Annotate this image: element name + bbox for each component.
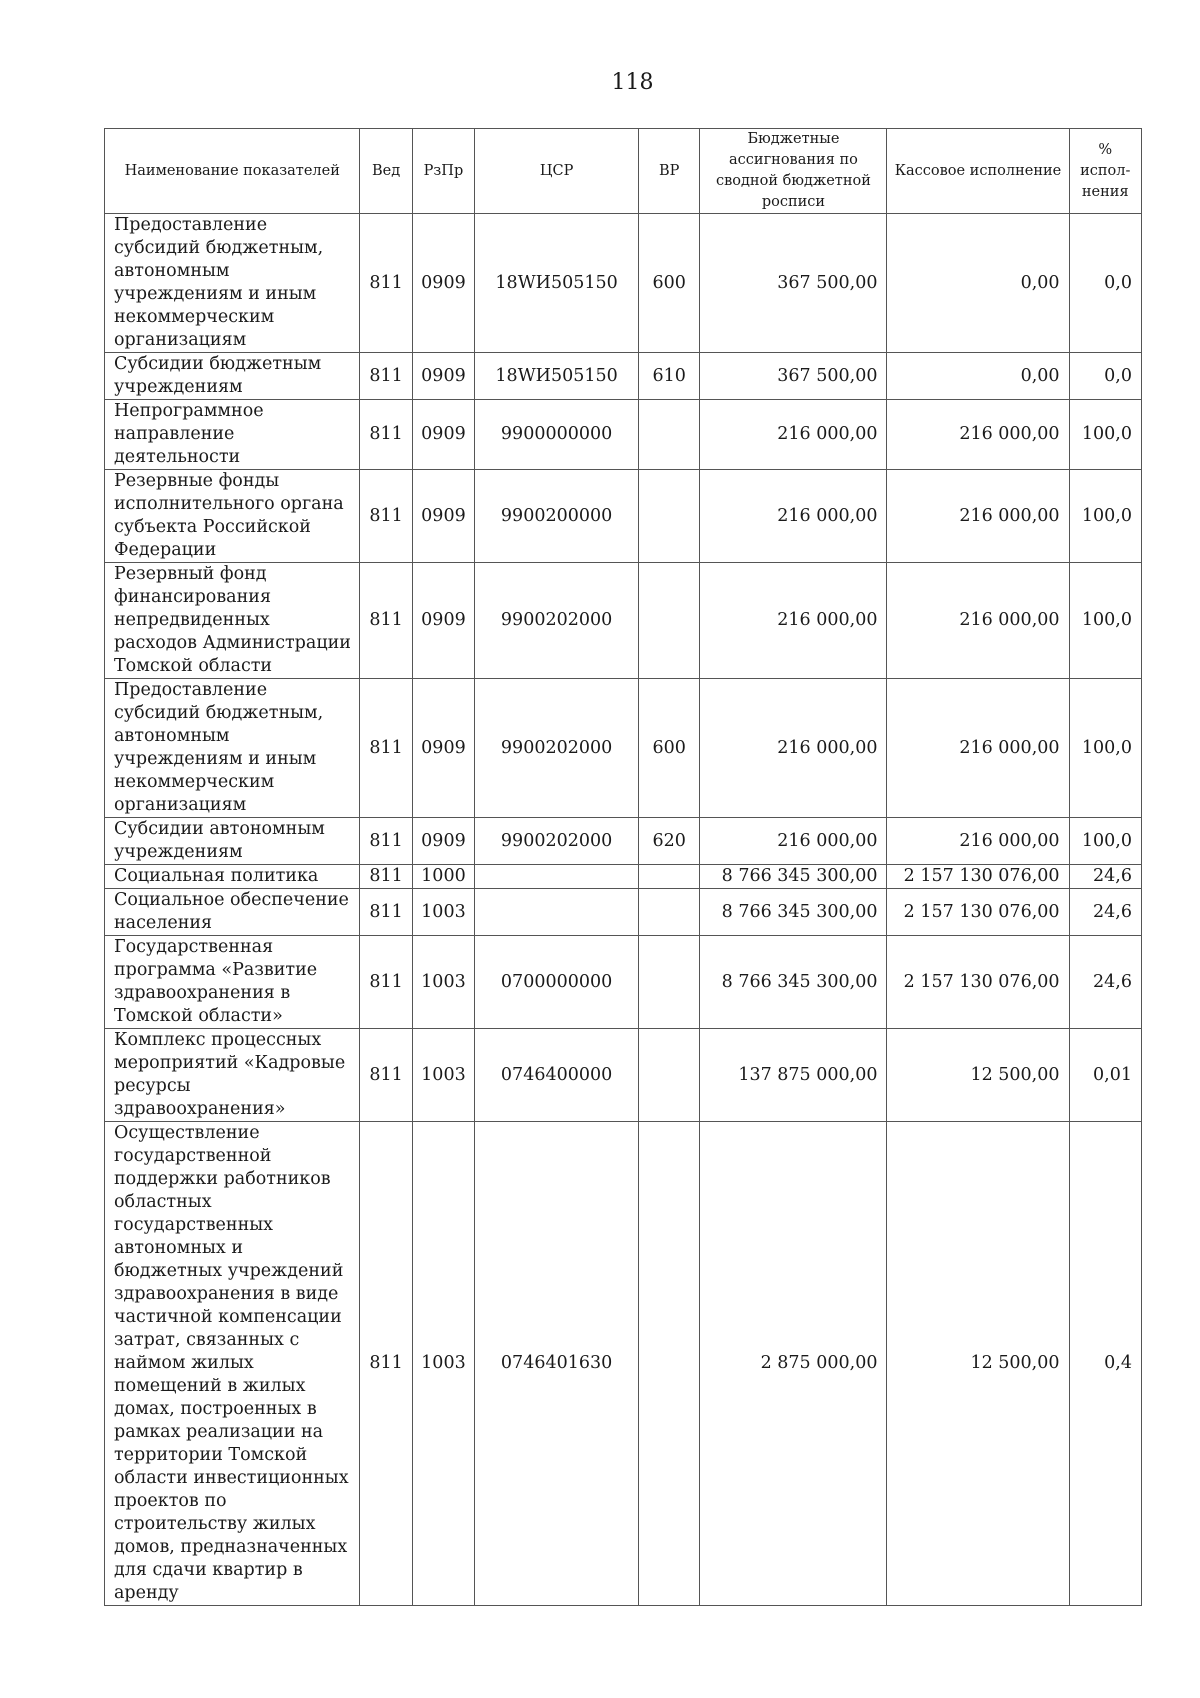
row-rzpr: 1003	[412, 889, 474, 936]
row-csr: 9900202000	[475, 818, 639, 865]
budget-table	[104, 128, 1142, 1606]
header-vr: ВР	[639, 129, 700, 214]
row-budget: 216 000,00	[700, 679, 887, 818]
row-cash: 2 157 130 076,00	[887, 865, 1069, 889]
header-ved: Вед	[360, 129, 412, 214]
row-ved: 811	[360, 889, 412, 936]
row-cash: 216 000,00	[887, 818, 1069, 865]
row-name: Осуществление государственной поддержки работников областных государственных автономных и бюджетных учреждений здравоохранения в виде частичной компенсации затрат, связанных с наймом жилых помещений в жилых домах, построенных в рамках реализации на территории Томской области инвестиционных проектов по строительству жилых домов, предназначенных для сдачи квартир в аренду	[105, 1122, 360, 1606]
row-rzpr: 1003	[412, 1122, 474, 1606]
page-number: 118	[611, 70, 654, 95]
row-name: Резервный фонд финансирования непредвиденных расходов Администрации Томской области	[105, 563, 360, 679]
row-percent: 0,4	[1069, 1122, 1141, 1606]
row-ved: 811	[360, 214, 412, 353]
table-row	[105, 1029, 1142, 1122]
row-name: Социальное обеспечение населения	[105, 889, 360, 936]
row-name: Социальная политика	[105, 865, 360, 889]
row-percent: 0,01	[1069, 1029, 1141, 1122]
row-ved: 811	[360, 400, 412, 470]
row-vr: 600	[639, 214, 700, 353]
row-csr: 9900202000	[475, 679, 639, 818]
row-vr	[639, 400, 700, 470]
table-row	[105, 470, 1142, 563]
row-vr	[639, 470, 700, 563]
row-percent: 100,0	[1069, 563, 1141, 679]
row-vr	[639, 1122, 700, 1606]
table-row	[105, 563, 1142, 679]
row-ved: 811	[360, 818, 412, 865]
row-cash: 0,00	[887, 353, 1069, 400]
row-vr	[639, 936, 700, 1029]
row-budget: 216 000,00	[700, 400, 887, 470]
row-budget: 216 000,00	[700, 563, 887, 679]
row-ved: 811	[360, 1029, 412, 1122]
row-budget: 367 500,00	[700, 353, 887, 400]
row-vr	[639, 1029, 700, 1122]
table-row	[105, 400, 1142, 470]
row-csr: 0700000000	[475, 936, 639, 1029]
row-budget: 8 766 345 300,00	[700, 936, 887, 1029]
row-csr: 9900200000	[475, 470, 639, 563]
row-budget: 8 766 345 300,00	[700, 889, 887, 936]
row-percent: 0,0	[1069, 214, 1141, 353]
row-rzpr: 0909	[412, 400, 474, 470]
row-name: Субсидии автономным учреждениям	[105, 818, 360, 865]
row-cash: 2 157 130 076,00	[887, 936, 1069, 1029]
row-vr: 620	[639, 818, 700, 865]
header-percent: % испол-нения	[1069, 129, 1141, 214]
row-cash: 216 000,00	[887, 470, 1069, 563]
row-csr: 0746400000	[475, 1029, 639, 1122]
row-name: Субсидии бюджетным учреждениям	[105, 353, 360, 400]
row-name: Государственная программа «Развитие здравоохранения в Томской области»	[105, 936, 360, 1029]
row-ved: 811	[360, 679, 412, 818]
row-name: Непрограммное направление деятельности	[105, 400, 360, 470]
row-csr	[475, 889, 639, 936]
header-name: Наименование показателей	[105, 129, 360, 214]
row-name: Предоставление субсидий бюджетным, автономным учреждениям и иным некоммерческим организациям	[105, 679, 360, 818]
row-csr: 9900000000	[475, 400, 639, 470]
row-percent: 24,6	[1069, 889, 1141, 936]
row-rzpr: 0909	[412, 563, 474, 679]
row-vr	[639, 563, 700, 679]
row-cash: 2 157 130 076,00	[887, 889, 1069, 936]
row-percent: 24,6	[1069, 936, 1141, 1029]
row-budget: 216 000,00	[700, 470, 887, 563]
row-csr: 18WИ505150	[475, 214, 639, 353]
row-vr	[639, 865, 700, 889]
table-row	[105, 214, 1142, 353]
table-row	[105, 679, 1142, 818]
row-budget: 367 500,00	[700, 214, 887, 353]
row-percent: 100,0	[1069, 400, 1141, 470]
row-cash: 216 000,00	[887, 563, 1069, 679]
row-rzpr: 0909	[412, 214, 474, 353]
header-rzpr: РзПр	[412, 129, 474, 214]
row-rzpr: 0909	[412, 353, 474, 400]
row-ved: 811	[360, 470, 412, 563]
row-budget: 137 875 000,00	[700, 1029, 887, 1122]
row-budget: 2 875 000,00	[700, 1122, 887, 1606]
row-ved: 811	[360, 353, 412, 400]
row-percent: 24,6	[1069, 865, 1141, 889]
table-row	[105, 865, 1142, 889]
row-percent: 100,0	[1069, 470, 1141, 563]
row-ved: 811	[360, 563, 412, 679]
row-name: Резервные фонды исполнительного органа субъекта Российской Федерации	[105, 470, 360, 563]
table-row	[105, 889, 1142, 936]
row-name: Комплекс процессных мероприятий «Кадровые ресурсы здравоохранения»	[105, 1029, 360, 1122]
row-budget: 8 766 345 300,00	[700, 865, 887, 889]
row-rzpr: 0909	[412, 470, 474, 563]
row-cash: 0,00	[887, 214, 1069, 353]
row-ved: 811	[360, 865, 412, 889]
row-rzpr: 1003	[412, 936, 474, 1029]
row-csr: 0746401630	[475, 1122, 639, 1606]
row-cash: 216 000,00	[887, 679, 1069, 818]
row-csr	[475, 865, 639, 889]
row-percent: 100,0	[1069, 679, 1141, 818]
table-row	[105, 353, 1142, 400]
row-cash: 216 000,00	[887, 400, 1069, 470]
row-cash: 12 500,00	[887, 1122, 1069, 1606]
table-row	[105, 936, 1142, 1029]
header-budget: Бюджетные ассигнования по сводной бюджетной росписи	[700, 129, 887, 214]
row-ved: 811	[360, 1122, 412, 1606]
row-budget: 216 000,00	[700, 818, 887, 865]
row-rzpr: 0909	[412, 818, 474, 865]
row-vr	[639, 889, 700, 936]
row-percent: 100,0	[1069, 818, 1141, 865]
row-vr: 610	[639, 353, 700, 400]
row-rzpr: 1003	[412, 1029, 474, 1122]
table-row	[105, 818, 1142, 865]
row-name: Предоставление субсидий бюджетным, автономным учреждениям и иным некоммерческим организациям	[105, 214, 360, 353]
row-ved: 811	[360, 936, 412, 1029]
row-cash: 12 500,00	[887, 1029, 1069, 1122]
header-cash: Кассовое исполнение	[887, 129, 1069, 214]
table-header-row	[105, 129, 1142, 214]
row-csr: 9900202000	[475, 563, 639, 679]
row-vr: 600	[639, 679, 700, 818]
row-rzpr: 0909	[412, 679, 474, 818]
table-row	[105, 1122, 1142, 1606]
row-rzpr: 1000	[412, 865, 474, 889]
header-csr: ЦСР	[475, 129, 639, 214]
row-csr: 18WИ505150	[475, 353, 639, 400]
row-percent: 0,0	[1069, 353, 1141, 400]
